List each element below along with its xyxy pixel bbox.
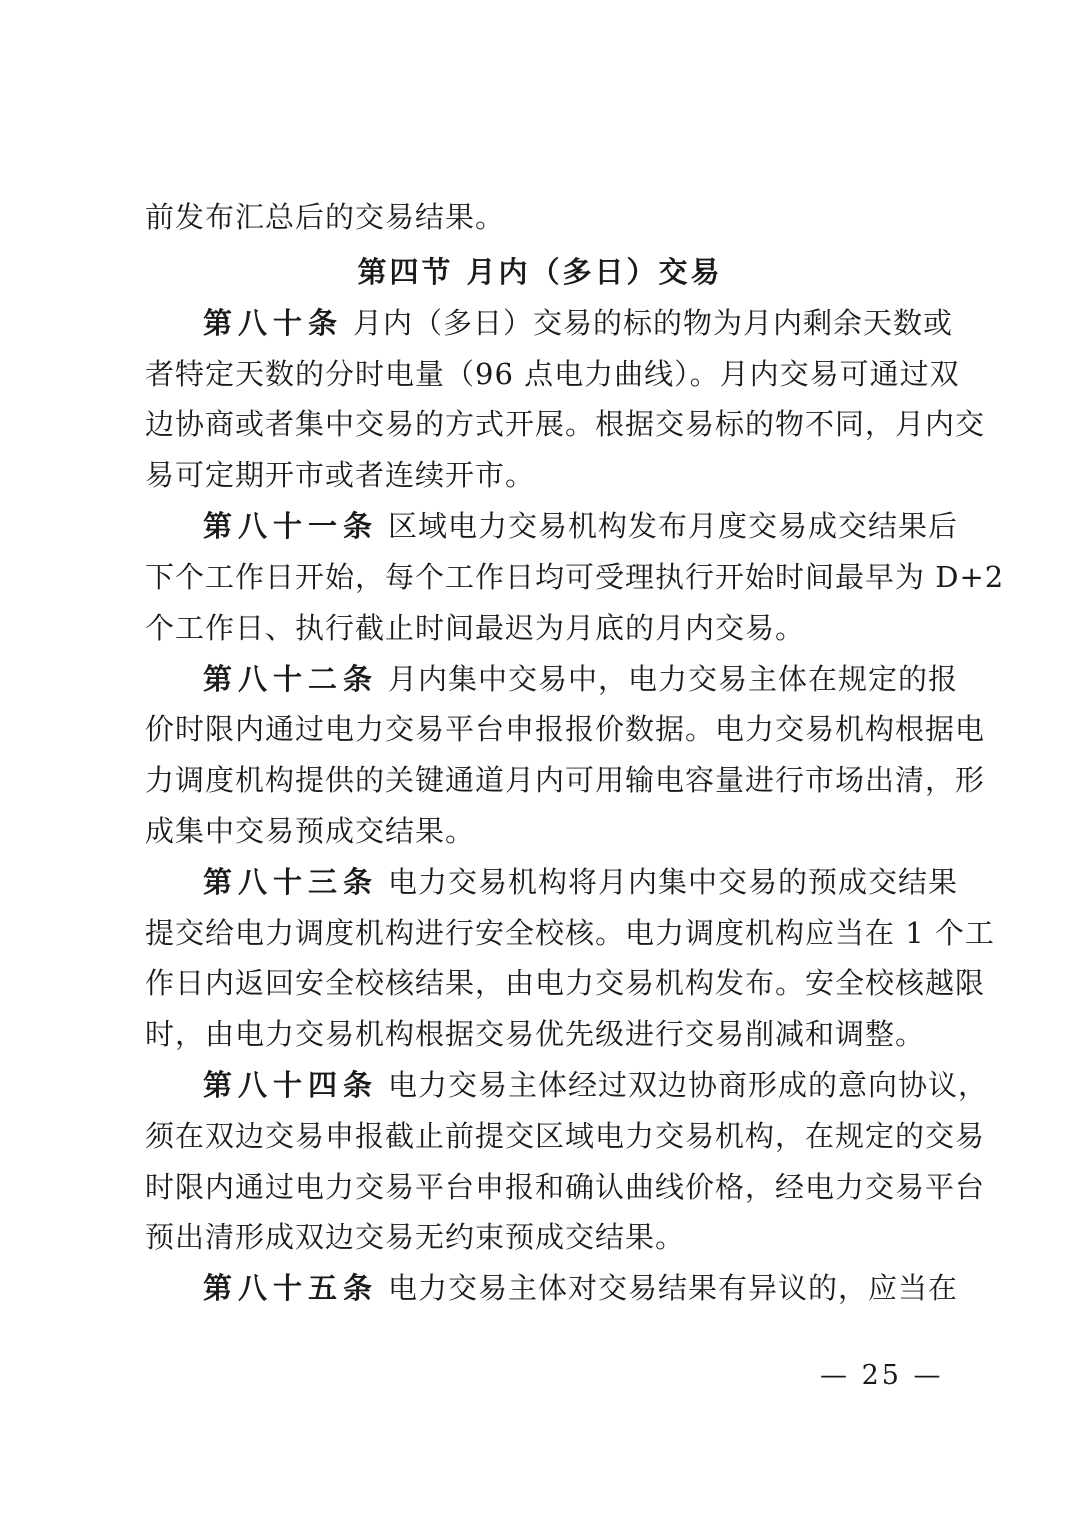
line-text: 前发布汇总后的交易结果。 xyxy=(145,200,506,234)
text-line: 须在双边交易申报截止前提交区域电力交易机构，在规定的交易 xyxy=(145,1119,986,1153)
article-title: 第八十三条 xyxy=(203,865,379,899)
article-83-first-line xyxy=(203,862,959,902)
line-text: 区域电力交易机构发布月度交易成交结果后 xyxy=(388,509,959,543)
article-84-first-line xyxy=(203,1065,989,1105)
text-line: 成集中交易预成交结果。 xyxy=(145,814,476,848)
text-line: 易可定期开市或者连续开市。 xyxy=(145,458,536,492)
text-line: 时限内通过电力交易平台申报和确认曲线价格，经电力交易平台 xyxy=(145,1170,986,1204)
line-text: 月内（多日）交易的标的物为月内剩余天数或 xyxy=(353,306,954,340)
article-title: 第八十条 xyxy=(203,306,344,340)
text-line: 下个工作日开始，每个工作日均可受理执行开始时间最早为 D+2 xyxy=(145,560,1005,594)
text-line: 时，由电力交易机构根据交易优先级进行交易削减和调整。 xyxy=(145,1017,926,1051)
text-line: 预出清形成双边交易无约束预成交结果。 xyxy=(145,1220,686,1254)
line-text: 电力交易主体对交易结果有异议的，应当在 xyxy=(388,1271,959,1305)
article-85-first-line xyxy=(203,1268,959,1308)
page-number: — 25 — xyxy=(820,1360,944,1391)
text-line: 个工作日、执行截止时间最迟为月底的月内交易。 xyxy=(145,611,806,645)
article-title: 第八十四条 xyxy=(203,1068,379,1102)
article-title: 第八十二条 xyxy=(203,662,379,696)
article-80-first-line xyxy=(203,303,954,343)
text-line: 作日内返回安全校核结果，由电力交易机构发布。安全校核越限 xyxy=(145,966,986,1000)
text-line: 者特定天数的分时电量（96 点电力曲线）。月内交易可通过双 xyxy=(145,357,960,391)
article-81-first-line xyxy=(203,506,959,546)
text-line: 边协商或者集中交易的方式开展。根据交易标的物不同，月内交 xyxy=(145,407,986,441)
text-line: 力调度机构提供的关键通道月内可用输电容量进行市场出清，形 xyxy=(145,763,986,797)
article-title: 第八十一条 xyxy=(203,509,379,543)
text-line: 提交给电力调度机构进行安全校核。电力调度机构应当在 1 个工 xyxy=(145,916,995,950)
section-heading: 第四节 月内（多日）交易 xyxy=(357,255,723,289)
article-title: 第八十五条 xyxy=(203,1271,379,1305)
line-text: 月内集中交易中，电力交易主体在规定的报 xyxy=(388,662,959,696)
line-text: 电力交易机构将月内集中交易的预成交结果 xyxy=(388,865,959,899)
text-line: 价时限内通过电力交易平台申报报价数据。电力交易机构根据电 xyxy=(145,712,986,746)
article-82-first-line xyxy=(203,659,959,699)
text-line xyxy=(145,197,945,237)
line-text: 电力交易主体经过双边协商形成的意向协议， xyxy=(388,1068,989,1102)
